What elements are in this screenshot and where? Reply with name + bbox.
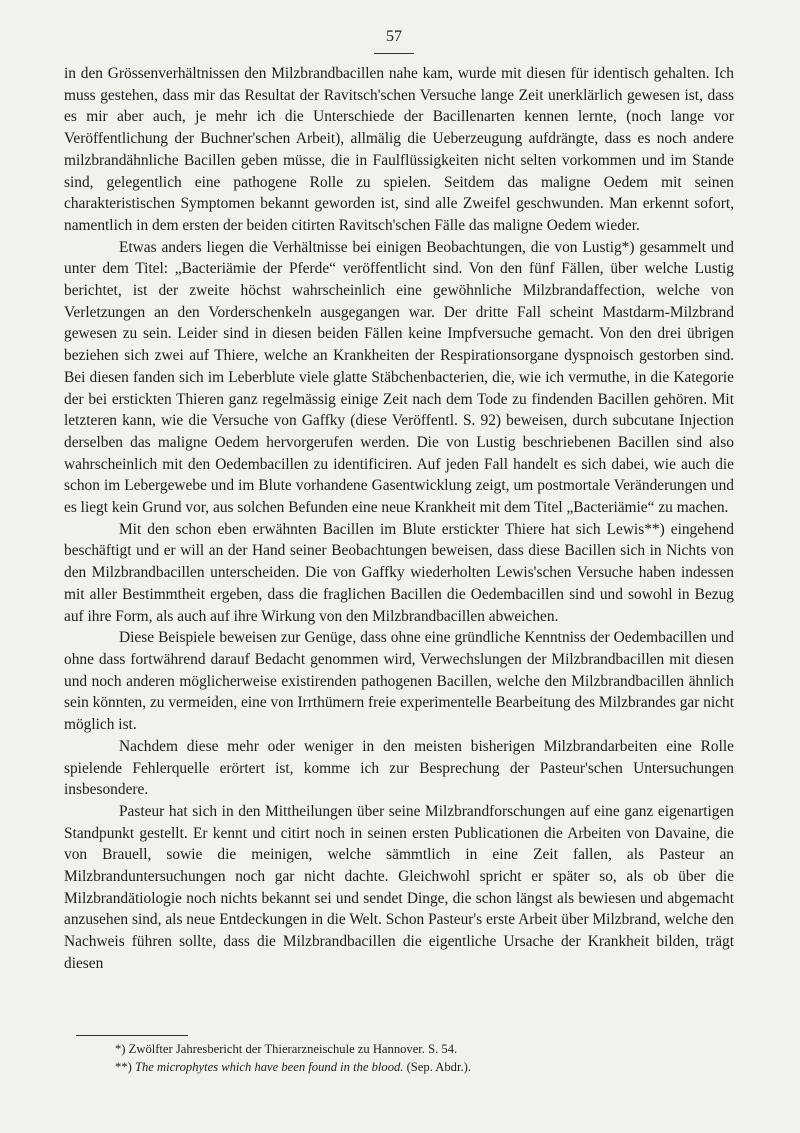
- body-text: [64, 63, 734, 975]
- footnote-marker: *): [115, 1042, 126, 1056]
- paragraph: Diese Beispiele beweisen zur Genüge, dass ohne eine gründliche Kenntniss der Oedembacillen und ohne dass fortwährend darauf Bedacht genommen wird, Verwechslungen der Milzbrandbacillen mit diesen und noch anderen möglicherweise existirenden pathogenen Bacillen, welche den Milzbrandbacillen ähnlich sein könnten, zu vermeiden, eine von Irrthümern freie experimentelle Bearbeitung des Milzbrandes gar nicht möglich ist.: [64, 629, 734, 734]
- page-number-rule: [374, 53, 414, 54]
- footnote: [115, 1040, 675, 1058]
- footnote-rule: [76, 1035, 188, 1036]
- paragraph: Pasteur hat sich in den Mittheilungen über seine Milzbrandforschungen auf eine ganz eigenartigen Standpunkt gestellt. Er kennt und citirt noch in seinen ersten Publicationen die Arbeiten von Davaine, die von Brauell, sowie die meinigen, welche sämmtlich in eine Zeit fallen, als Pasteur an Milzbranduntersuchungen noch gar nicht dachte. Gleichwohl spricht er später so, als ob über die Milzbrandätiologie noch nichts bekannt sei und sendet Dinge, die schon längst als bewiesen und abgemacht anzusehen sind, als neue Entdeckungen in die Welt. Schon Pasteur's erste Arbeit über Milzbrand, welche den Nachweis führen sollte, dass die Milzbrandbacillen die eigentliche Ursache der Krankheit bilden, trägt diesen: [64, 802, 734, 972]
- footnotes: [115, 1040, 675, 1076]
- paragraph: in den Grössenverhältnissen den Milzbrandbacillen nahe kam, wurde mit diesen für identisch gehalten. Ich muss gestehen, dass mir das Resultat der Ravitsch'schen Versuche lange Zeit unerklärlich gewesen ist, dass es mir aber auch, je mehr ich die Unterschiede der Bacillenarten kennen lernte, (noch lange vor Veröffentlichung der Buchner'schen Arbeit), allmälig die Ueberzeugung aufdrängte, dass es noch andere milzbrandähnliche Bacillen geben müsse, die in Faulflüssigkeiten nicht selten vorkommen und im Stande sind, gelegentlich eine pathogene Rolle zu spielen. Seitdem das maligne Oedem mit seinen charakteristischen Symptomen bekannt geworden ist, sind alle Zweifel geschwunden. Man erkennt sofort, namentlich in dem ersten der beiden citirten Ravitsch'schen Fälle das maligne Oedem wieder.: [64, 65, 734, 234]
- paragraph: Mit den schon eben erwähnten Bacillen im Blute erstickter Thiere hat sich Lewis**) eingehend beschäftigt und er will an der Hand seiner Beobachtungen beweisen, dass diese Bacillen sich in Nichts von den Milzbrandbacillen unterscheiden. Die von Gaffky wiederholten Lewis'schen Versuche haben indessen mit aller Bestimmtheit ergeben, dass die fraglichen Bacillen die Oedembacillen sind und sowohl in Bezug auf ihre Form, als auch auf ihre Wirkung von den Milzbrandbacillen abweichen.: [64, 520, 734, 625]
- footnote: [115, 1058, 675, 1076]
- footnote-suffix: (Sep. Abdr.).: [406, 1060, 471, 1074]
- page-number: 57: [386, 28, 402, 45]
- footnote-text: Zwölfter Jahresbericht der Thierarzneischule zu Hannover. S. 54.: [128, 1042, 458, 1056]
- paragraph: Nachdem diese mehr oder weniger in den meisten bisherigen Milzbrandarbeiten eine Rolle spielende Fehlerquelle erörtert ist, komme ich zur Besprechung der Pasteur'schen Untersuchungen insbesondere.: [64, 737, 734, 799]
- footnote-marker: **): [115, 1060, 132, 1074]
- paragraph: Etwas anders liegen die Verhältnisse bei einigen Beobachtungen, die von Lustig*) gesammelt und unter dem Titel: „Bacteriämie der Pferde“ veröffentlicht sind. Von den fünf Fällen, über welche Lustig berichtet, ist der zweite höchst wahrscheinlich eine gewöhnliche Milzbrandaffection, welche von Verletzungen an den Vorderschenkeln ausgegangen war. Der dritte Fall scheint Mastdarm-Milzbrand gewesen zu sein. Leider sind in diesen beiden Fällen keine Impfversuche gemacht. Von den drei übrigen beziehen sich zwei auf Thiere, welche an Krankheiten der Respirationsorgane dyspnoisch gestorben sind. Bei diesen fanden sich im Leberblute viele glatte Stäbchenbacterien, die, wie ich vermuthe, in die Kategorie der bei erstickten Thieren ganz regelmässig einige Zeit nach dem Tode zu findenden Bacillen gehören. Mit letzteren kann, wie die Versuche von Gaffky (diese Veröffentl. S. 92) beweisen, durch subcutane Injection derselben das maligne Oedem hervorgerufen werden. Die von Lustig beschriebenen Bacillen sind also wahrscheinlich mit den Oedembacillen zu identificiren. Auf jeden Fall handelt es sich dabei, wie auch die schon im Lebergewebe und im Blute vorhandene Gasentwicklung zeigt, um postmortale Veränderungen und es liegt kein Grund vor, aus solchen Befunden eine neue Krankheit mit dem Titel „Bacteriämie“ zu machen.: [64, 238, 734, 517]
- footnote-text: The microphytes which have been found in the blood.: [134, 1060, 404, 1074]
